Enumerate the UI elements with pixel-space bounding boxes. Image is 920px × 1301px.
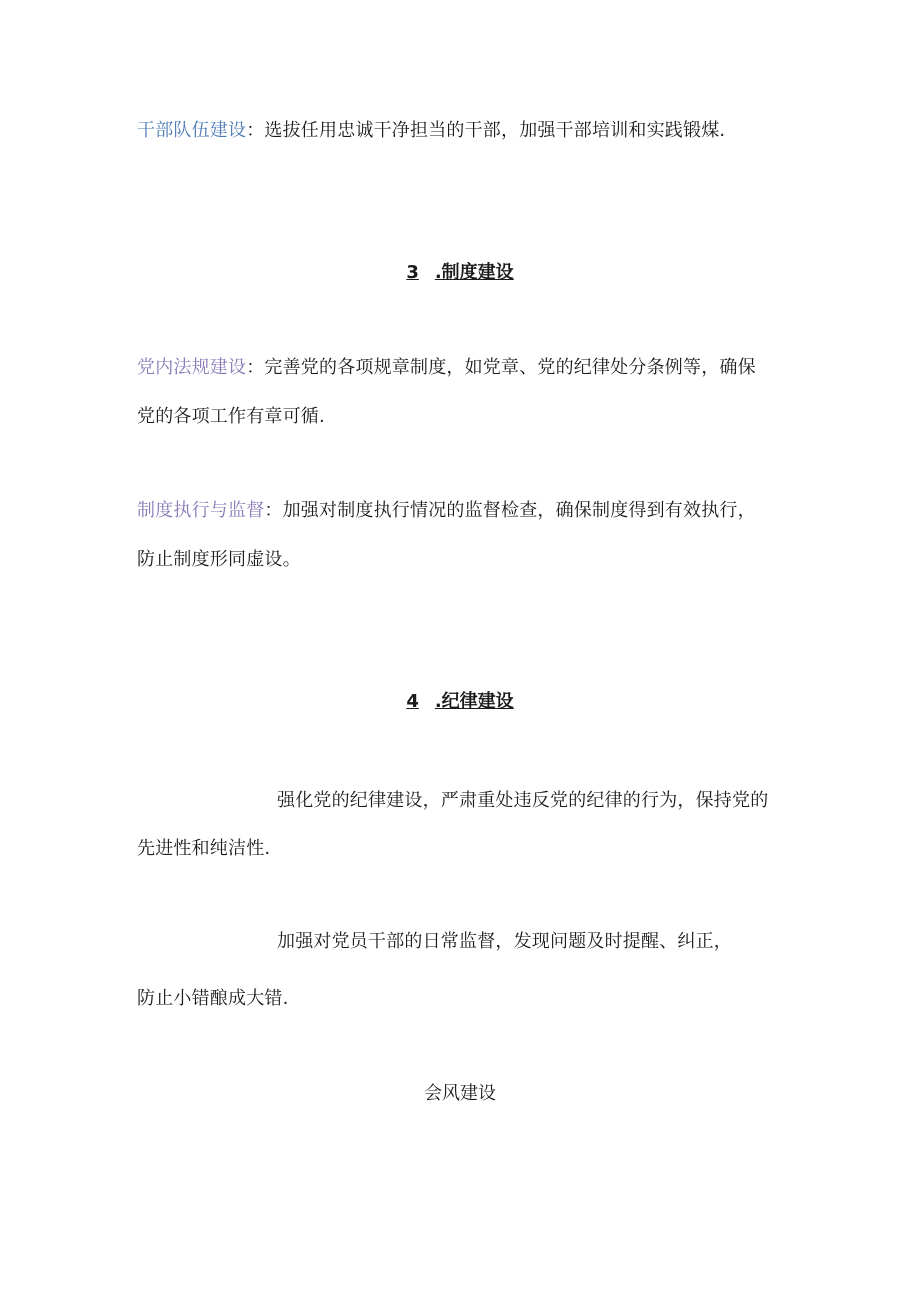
section-4-heading xyxy=(0,691,920,713)
institution-exec-term: 制度执行与监督 xyxy=(137,500,265,521)
discipline-para-1-line-1: 强化党的纪律建设，严肃重处违反党的纪律的行为，保持党的 xyxy=(277,790,769,811)
section-3-title: .制度建设 xyxy=(434,262,514,283)
section-3-heading xyxy=(0,262,920,284)
institution-exec-text-1: ：加强对制度执行情况的监督检查，确保制度得到有效执行， xyxy=(264,500,756,521)
party-rules-line-1 xyxy=(137,357,756,379)
cadre-term: 干部队伍建设 xyxy=(137,120,247,141)
institution-exec-line-2: 防止制度形同虚设。 xyxy=(137,549,301,570)
cadre-text: ：选拔任用忠诚干净担当的干部，加强干部培训和实践锻煤. xyxy=(246,120,726,141)
party-rules-line-2: 党的各项工作有章可循. xyxy=(137,406,325,427)
section-3-number: 3 xyxy=(406,262,419,283)
section-4-title: .纪律建设 xyxy=(434,691,514,712)
discipline-para-2-line-2: 防止小错酿成大错. xyxy=(137,988,289,1009)
institution-exec-line-1 xyxy=(137,500,756,522)
cadre-paragraph xyxy=(137,120,725,142)
section-4-number: 4 xyxy=(406,691,419,712)
discipline-para-2-line-1: 加强对党员干部的日常监督，发现问题及时提醒、纠正， xyxy=(277,931,732,952)
party-rules-term: 党内法规建设 xyxy=(137,357,247,378)
closing-heading: 会风建设 xyxy=(424,1083,496,1104)
party-rules-text-1: ：完善党的各项规章制度，如党章、党的纪律处分条例等，确保 xyxy=(246,357,756,378)
discipline-para-1-line-2: 先进性和纯洁性. xyxy=(137,838,271,859)
